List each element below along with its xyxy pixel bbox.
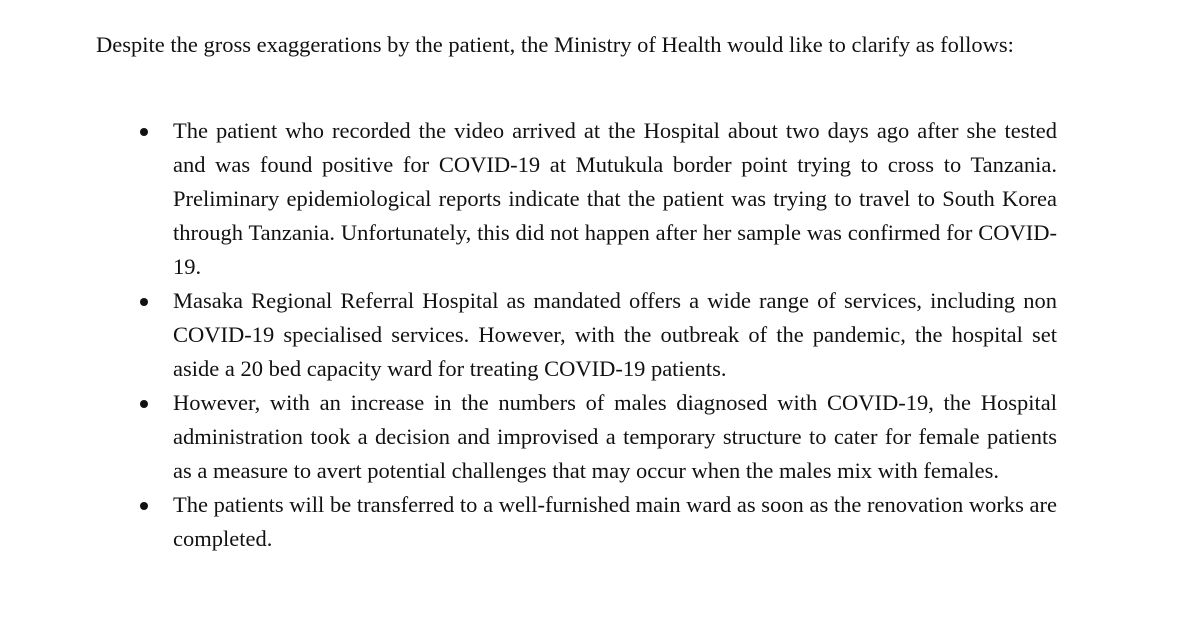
list-item-text: However, with an increase in the numbers of males diagnosed with COVID-19, the Hospital administration took a decision and improvised a temporary structure to cater for female patients as a measure to avert potential challenges that may occur when the males mix with females. bbox=[173, 390, 1057, 483]
clarification-list bbox=[0, 114, 1200, 556]
list-item-text: Masaka Regional Referral Hospital as mandated offers a wide range of services, including non COVID-19 specialised services. However, with the outbreak of the pandemic, the hospital set aside a 20 bed capacity ward for treating COVID-19 patients. bbox=[173, 288, 1057, 381]
bullet-icon bbox=[140, 128, 148, 136]
list-item-text: The patients will be transferred to a well-furnished main ward as soon as the renovation works are completed. bbox=[173, 492, 1057, 551]
list-item bbox=[0, 386, 1057, 488]
bullet-icon bbox=[140, 502, 148, 510]
bullet-icon bbox=[140, 400, 148, 408]
list-item bbox=[0, 284, 1057, 386]
list-item bbox=[0, 114, 1057, 284]
list-item-text: The patient who recorded the video arrived at the Hospital about two days ago after she tested and was found positive for COVID-19 at Mutukula border point trying to cross to Tanzania. Preliminary epidemiological reports indicate that the patient was trying to travel to South Korea through Tanzania. Unfortunately, this did not happen after her sample was confirmed for COVID-19. bbox=[173, 118, 1057, 279]
bullet-icon bbox=[140, 298, 148, 306]
list-item bbox=[0, 488, 1057, 556]
intro-paragraph: Despite the gross exaggerations by the patient, the Ministry of Health would like to clarify as follows: bbox=[96, 32, 1014, 57]
